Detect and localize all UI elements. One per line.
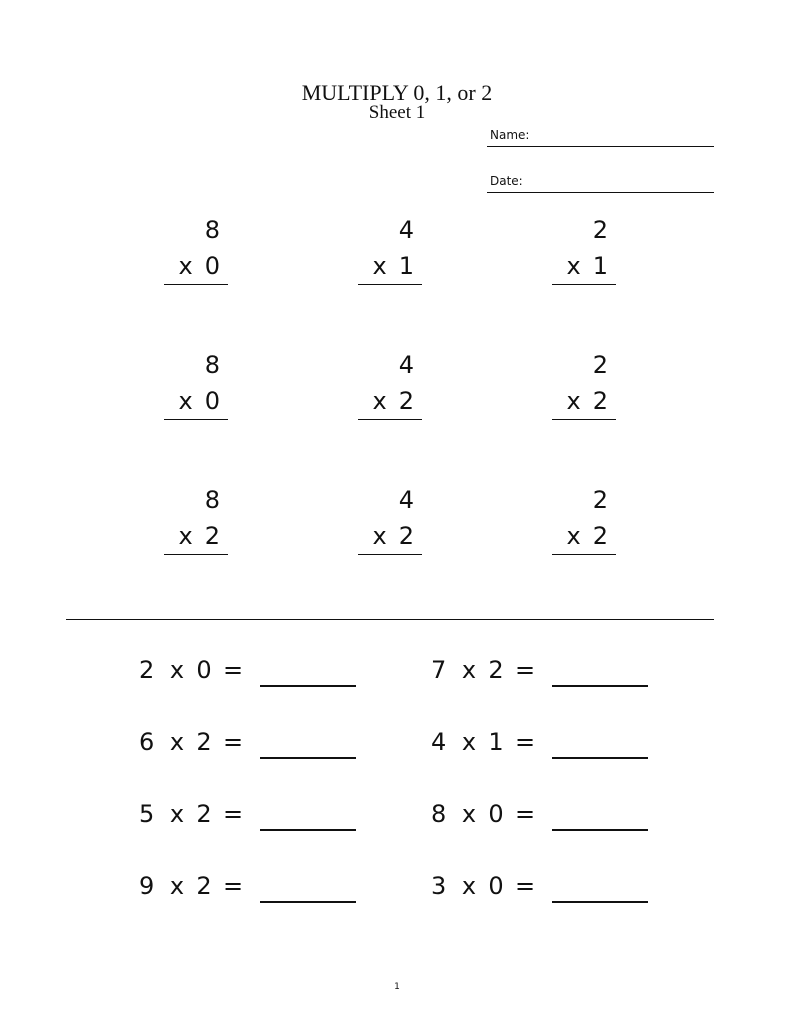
first-factor: 6 [139,728,155,756]
equals-sign: = [222,728,244,756]
answer-blank[interactable] [260,829,356,831]
first-factor: 5 [139,800,155,828]
multiplicand: 8 [204,216,220,244]
vertical-problem [552,351,616,421]
horizontal-problem [139,871,251,907]
name-label: Name: [490,128,530,142]
answer-blank[interactable] [552,829,648,831]
horizontal-problem [431,799,543,835]
second-factor: 2 [196,728,212,756]
times-sign: x [372,387,387,415]
vertical-problem [552,486,616,556]
date-label: Date: [490,174,523,188]
first-factor: 2 [139,656,155,684]
multiplier-line [179,522,220,550]
second-factor: 0 [488,800,504,828]
second-factor: 2 [488,656,504,684]
multiplier-line [179,252,220,280]
vertical-problem [552,216,616,286]
second-factor: 0 [196,656,212,684]
section-divider [66,619,714,620]
vertical-problem [164,486,228,556]
answer-blank[interactable] [552,685,648,687]
horizontal-problem [139,727,251,763]
first-factor: 7 [431,656,447,684]
horizontal-problem [431,727,543,763]
first-factor: 9 [139,872,155,900]
first-factor: 8 [431,800,447,828]
name-field[interactable] [487,124,714,147]
answer-line [164,554,228,555]
second-factor: 0 [488,872,504,900]
multiplier: 0 [204,252,220,280]
multiplier: 1 [592,252,608,280]
times-sign: x [372,522,387,550]
multiplier-line [567,522,608,550]
answer-line [552,554,616,555]
answer-line [358,284,422,285]
times-sign: x [169,728,185,756]
multiplicand: 4 [398,351,414,379]
multiplicand: 4 [398,216,414,244]
times-sign: x [178,522,193,550]
answer-line [552,284,616,285]
times-sign: x [461,656,477,684]
times-sign: x [178,252,193,280]
times-sign: x [169,800,185,828]
multiplier-line [567,387,608,415]
worksheet-subtitle: Sheet 1 [368,102,426,123]
equals-sign: = [222,800,244,828]
answer-blank[interactable] [260,901,356,903]
multiplier: 2 [592,387,608,415]
vertical-problem [164,351,228,421]
vertical-problem [358,486,422,556]
answer-line [552,419,616,420]
date-field[interactable] [487,170,714,193]
answer-blank[interactable] [552,757,648,759]
multiplicand: 8 [204,351,220,379]
horizontal-problem [431,655,543,691]
answer-line [358,554,422,555]
multiplier-line [567,252,608,280]
multiplicand: 2 [592,351,608,379]
horizontal-problem [139,799,251,835]
equals-sign: = [514,800,536,828]
equals-sign: = [514,656,536,684]
horizontal-problem [431,871,543,907]
times-sign: x [566,522,581,550]
times-sign: x [566,387,581,415]
times-sign: x [461,800,477,828]
times-sign: x [178,387,193,415]
vertical-problem [358,216,422,286]
worksheet-title: MULTIPLY 0, 1, or 2 [301,80,493,105]
answer-blank[interactable] [260,757,356,759]
times-sign: x [372,252,387,280]
multiplicand: 8 [204,486,220,514]
multiplier: 1 [398,252,414,280]
vertical-problem [358,351,422,421]
times-sign: x [461,728,477,756]
multiplier: 2 [204,522,220,550]
times-sign: x [169,872,185,900]
times-sign: x [169,656,185,684]
multiplier: 2 [398,522,414,550]
answer-line [164,419,228,420]
equals-sign: = [222,656,244,684]
multiplicand: 2 [592,486,608,514]
answer-line [358,419,422,420]
times-sign: x [461,872,477,900]
second-factor: 2 [196,872,212,900]
multiplicand: 4 [398,486,414,514]
multiplier-line [373,387,414,415]
multiplier-line [373,252,414,280]
second-factor: 2 [196,800,212,828]
equals-sign: = [514,872,536,900]
multiplier: 2 [592,522,608,550]
first-factor: 3 [431,872,447,900]
answer-blank[interactable] [260,685,356,687]
multiplier: 0 [204,387,220,415]
answer-blank[interactable] [552,901,648,903]
answer-line [164,284,228,285]
second-factor: 1 [488,728,504,756]
times-sign: x [566,252,581,280]
equals-sign: = [514,728,536,756]
first-factor: 4 [431,728,447,756]
page-number: 1 [394,982,400,992]
multiplicand: 2 [592,216,608,244]
multiplier-line [179,387,220,415]
multiplier-line [373,522,414,550]
multiplier: 2 [398,387,414,415]
equals-sign: = [222,872,244,900]
horizontal-problem [139,655,251,691]
vertical-problem [164,216,228,286]
